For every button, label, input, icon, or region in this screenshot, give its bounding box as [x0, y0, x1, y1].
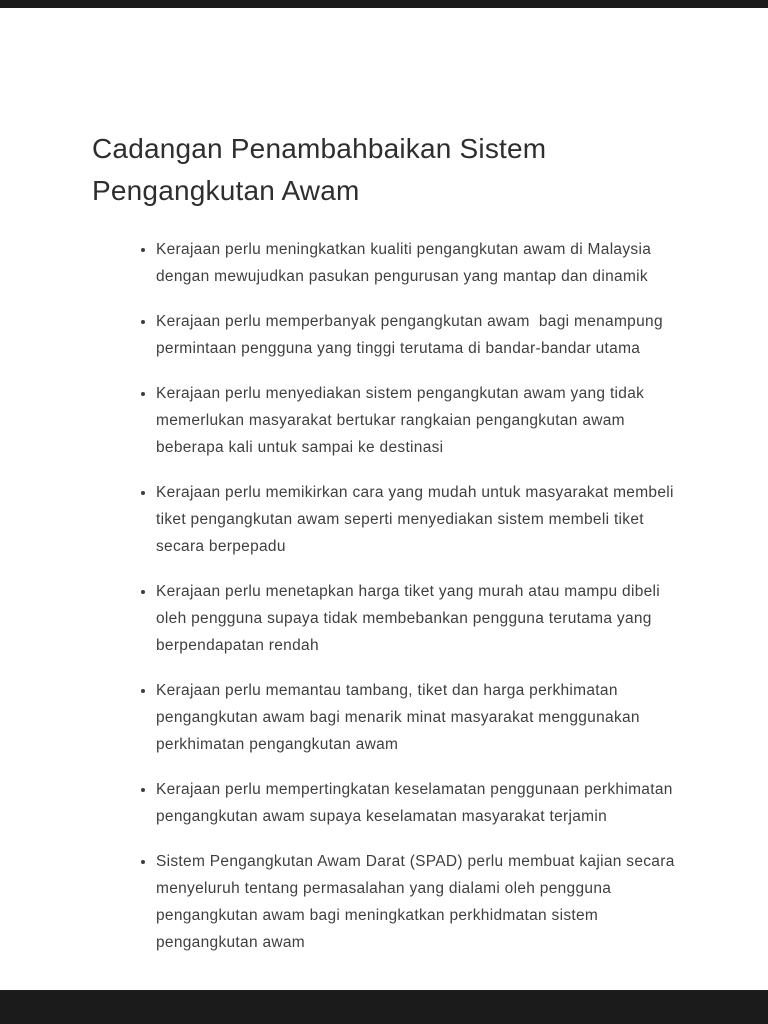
bullet-item: • Kerajaan perlu memperbanyak pengangkutan awam bagi menampung permintaan pengguna yang tinggi terutama di bandar-bandar utama	[156, 308, 676, 362]
bullet-item: • Sistem Pengangkutan Awam Darat (SPAD) perlu membuat kajian secara menyeluruh tentang permasalahan yang dialami oleh pengguna pengangkutan awam bagi meningkatkan perkhidmatan sistem pengangkutan awam	[156, 848, 676, 956]
bullet-item: • Kerajaan perlu memantau tambang, tiket dan harga perkhimatan pengangkutan awam bagi menarik minat masyarakat menggunakan perkhimatan pengangkutan awam	[156, 677, 676, 758]
bullet-list	[92, 236, 680, 956]
bullet-item: • Kerajaan perlu memikirkan cara yang mudah untuk masyarakat membeli tiket pengangkutan awam seperti menyediakan sistem membeli tiket secara berpepadu	[156, 479, 676, 560]
bullet-item: • Kerajaan perlu menetapkan harga tiket yang murah atau mampu dibeli oleh pengguna supaya tidak membebankan pengguna terutama yang berpendapatan rendah	[156, 578, 676, 659]
bullet-item: • Kerajaan perlu mempertingkatan keselamatan penggunaan perkhimatan pengangkutan awam supaya keselamatan masyarakat terjamin	[156, 776, 676, 830]
document-page	[0, 8, 768, 990]
bottom-frame-bar	[0, 990, 768, 1024]
bullet-item: • Kerajaan perlu menyediakan sistem pengangkutan awam yang tidak memerlukan masyarakat bertukar rangkaian pengangkutan awam beberapa kali untuk sampai ke destinasi	[156, 380, 676, 461]
top-frame-bar	[0, 0, 768, 8]
bullet-item: • Kerajaan perlu meningkatkan kualiti pengangkutan awam di Malaysia dengan mewujudkan pasukan pengurusan yang mantap dan dinamik	[156, 236, 676, 290]
page-title: Cadangan Penambahbaikan Sistem Pengangkutan Awam	[92, 133, 547, 206]
